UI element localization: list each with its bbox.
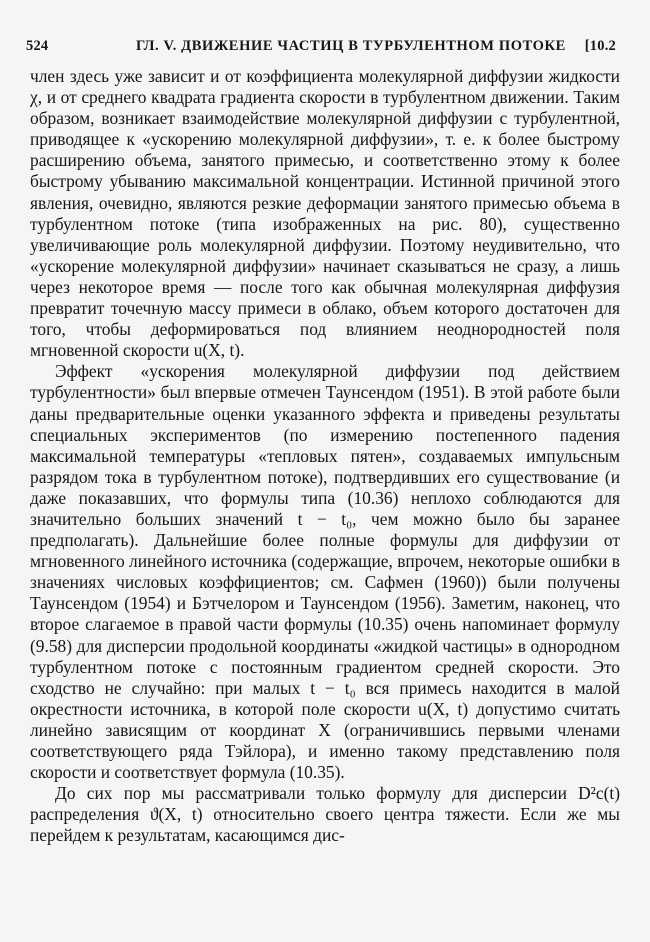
running-header xyxy=(26,38,616,60)
body-text xyxy=(30,66,620,846)
section-number: [10.2 xyxy=(584,38,616,54)
paragraph-1: член здесь уже зависит и от коэффициента молекулярной диффузии жидкости χ, и от среднего квадрата градиента скорости в турбулентном движении. Таким образом, возникает взаимодействие молекулярной диффузии с турбулентной, приводящее к «ускорению молекулярной диффузии», т. е. к более быстрому расширению объема, занятого примесью, и соответственно этому к более быстрому убыванию максимальной концентрации. Истинной причиной этого явления, очевидно, являются резкие деформации занятого примесью объема в турбулентном потоке (типа изображенных на рис. 80), существенно увеличивающие роль молекулярной диффузии. Поэтому неудивительно, что «ускорение молекулярной диффузии» начинает сказываться не сразу, а лишь через некоторое время — после того как обычная молекулярная диффузия превратит точечную массу примеси в облако, объем которого достаточен для того, чтобы деформироваться под влиянием неоднородностей поля мгновенной скорости u(X, t). xyxy=(30,66,620,361)
page-number: 524 xyxy=(26,38,49,54)
paragraph-2: Эффект «ускорения молекулярной диффузии под действием турбулентности» был впервые отмечен Таунсендом (1951). В этой работе были даны предварительные оценки указанного эффекта и приведены результаты специальных экспериментов (по измерению постепенного падения максимальной температуры «тепловых пятен», создаваемых импульсным разрядом тока в турбулентном потоке), подтвердивших его существование (и даже показавших, что формулы типа (10.36) неплохо соблюдаются для значительно больших значений t − t₀, чем можно было бы заранее предполагать). Дальнейшие более полные формулы для диффузии от мгновенного линейного источника (содержащие, впрочем, некоторые ошибки в значениях числовых коэффициентов; см. Сафмен (1960)) были получены Таунсендом (1954) и Бэтчелором и Таунсендом (1956). Заметим, наконец, что второе слагаемое в правой части формулы (10.35) очень напоминает формулу (9.58) для дисперсии продольной координаты «жидкой частицы» в однородном турбулентном потоке с постоянным градиентом средней скорости. Это сходство не случайно: при малых t − t₀ вся примесь находится в малой окрестности источника, в которой поле скорости u(X, t) допустимо считать линейно зависящим от координат X (ограничившись первыми членами соответствующего ряда Тэйлора), и именно такому представлению поля скорости и соответствует формула (10.35). xyxy=(30,361,620,783)
paragraph-3: До сих пор мы рассматривали только формулу для дисперсии D²c(t) распределения ϑ(X, t) относительно своего центра тяжести. Если же мы перейдем к результатам, касающимся дис- xyxy=(30,783,620,846)
chapter-title: ГЛ. V. ДВИЖЕНИЕ ЧАСТИЦ В ТУРБУЛЕНТНОМ ПОТОКЕ xyxy=(136,38,566,54)
